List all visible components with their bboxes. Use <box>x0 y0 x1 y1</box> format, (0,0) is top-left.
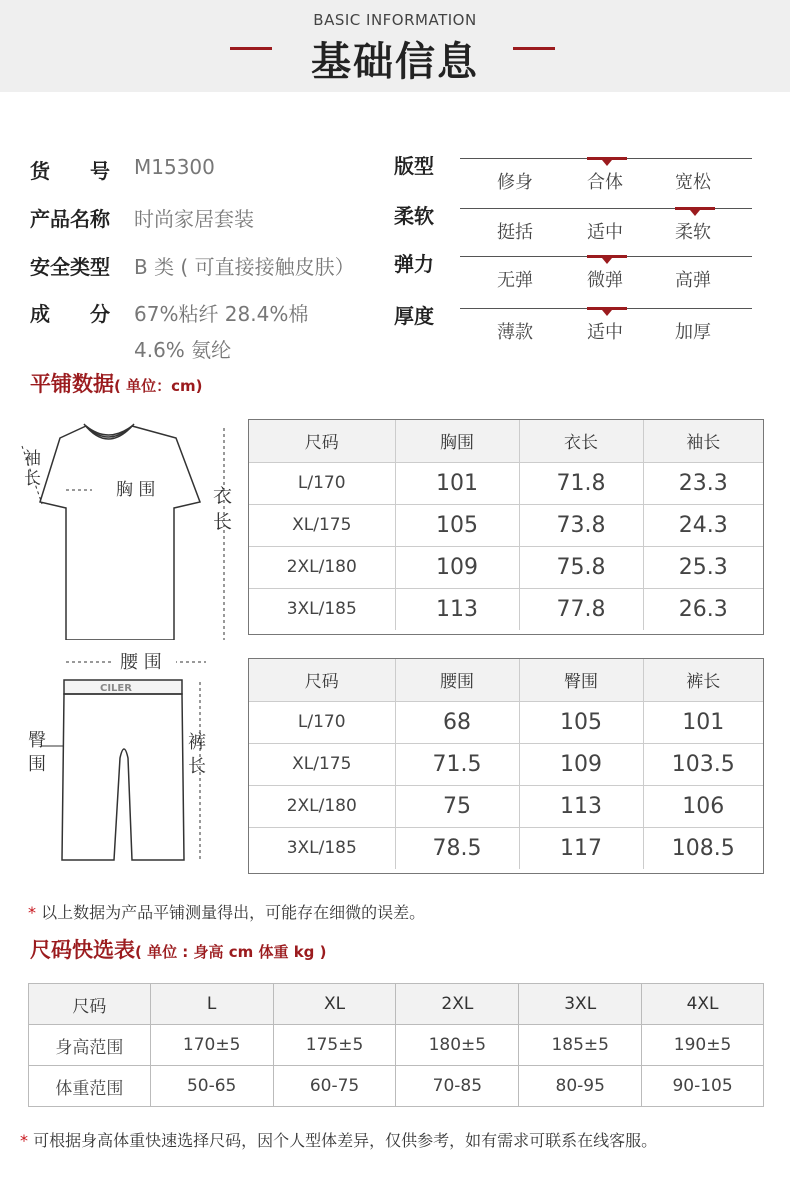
bottom-size-table-frame <box>248 658 764 874</box>
inseam-label-1: 裤 <box>188 732 206 753</box>
length-label-1: 衣 <box>213 485 233 507</box>
table-cell: 80-95 <box>519 1066 642 1107</box>
table-header-row <box>249 420 763 462</box>
table-cell: 103.5 <box>643 743 763 785</box>
scale-selected-pointer <box>690 210 700 216</box>
table-cell: 24.3 <box>643 504 763 546</box>
table-cell: L/170 <box>249 462 395 504</box>
table-cell: 90-105 <box>642 1066 764 1107</box>
table-cell: 108.5 <box>671 835 735 861</box>
inseam-label-2: 长 <box>188 756 206 777</box>
table-header-cell: 3XL <box>519 984 642 1025</box>
table-cell: L/170 <box>249 701 395 743</box>
sleeve-label-2: 长 <box>24 469 41 489</box>
flat-unit-text: ( 单位：cm) <box>114 377 203 395</box>
pants-outline <box>62 694 184 860</box>
table-header-cell: XL <box>273 984 396 1025</box>
top-size-table <box>249 420 763 630</box>
table-row <box>29 1025 764 1066</box>
table-cell: 2XL/180 <box>249 546 395 588</box>
pants-diagram <box>14 648 246 866</box>
info-value-2: 4.6% 氨纶 <box>134 338 232 362</box>
table-cell: 71.8 <box>519 462 643 504</box>
table-cell: 25.3 <box>643 546 763 588</box>
table-cell: 109 <box>519 743 643 785</box>
flat-title-text: 平铺数据 <box>30 372 114 396</box>
table-cell: 50-65 <box>150 1066 273 1107</box>
scale-option: 无弹 <box>497 270 533 291</box>
header-title: 基础信息 <box>311 39 479 85</box>
scale-option: 高弹 <box>675 270 711 291</box>
scale-selected-pointer <box>602 310 612 316</box>
info-key: 货 号 <box>30 159 110 183</box>
table-row <box>249 504 763 546</box>
table-cell: 190±5 <box>642 1025 764 1066</box>
table-cell: 78.5 <box>395 827 519 869</box>
table-cell: 60-75 <box>273 1066 396 1107</box>
table-cell: 23.3 <box>643 462 763 504</box>
quick-title-text: 尺码快选表 <box>30 938 135 962</box>
table-cell: 75.8 <box>519 546 643 588</box>
table-header-row <box>29 984 764 1025</box>
table-cell: 170±5 <box>150 1025 273 1066</box>
table-header-cell: 尺码 <box>249 659 395 701</box>
quick-size-title <box>30 934 327 964</box>
info-key: 产品名称 <box>30 207 110 231</box>
waist-label: 腰 围 <box>120 652 162 673</box>
table-header-cell: 尺码 <box>249 420 395 462</box>
table-header-cell: 臀围 <box>519 659 643 701</box>
brand-label: CILER <box>100 683 132 694</box>
table-row <box>29 1066 764 1107</box>
flat-data-note <box>28 900 425 923</box>
quick-size-table <box>28 983 764 1107</box>
quick-size-note <box>20 1128 657 1151</box>
table-row <box>249 588 763 630</box>
table-header-cell: 裤长 <box>643 659 763 701</box>
info-value: M15300 <box>134 155 215 179</box>
info-key: 成 分 <box>30 302 110 326</box>
info-value: 67%粘纤 28.4%棉 <box>134 302 309 326</box>
table-cell: 101 <box>643 701 763 743</box>
table-cell: 180±5 <box>396 1025 519 1066</box>
scale-label: 弹力 <box>394 252 434 276</box>
table-cell: 106 <box>643 785 763 827</box>
table-cell: 73.8 <box>519 504 643 546</box>
table-row <box>249 701 763 743</box>
scale-label: 柔软 <box>394 204 434 228</box>
table-cell: 26.3 <box>678 596 728 622</box>
section-header <box>0 0 790 92</box>
table-cell: 175±5 <box>273 1025 396 1066</box>
table-cell: 117 <box>519 827 643 869</box>
table-cell: 109 <box>395 546 519 588</box>
table-header-cell: L <box>150 984 273 1025</box>
scale-option: 微弹 <box>587 270 623 291</box>
scale-option: 柔软 <box>675 222 711 243</box>
header-right-rule <box>513 47 555 50</box>
scale-selected-pointer <box>602 258 612 264</box>
note-star: * <box>28 903 36 922</box>
table-cell: 113 <box>519 785 643 827</box>
table-cell: 3XL/185 <box>249 827 395 869</box>
shirt-diagram <box>14 418 246 640</box>
info-value: B 类 ( 可直接接触皮肤） <box>134 255 355 279</box>
table-header-cell: 衣长 <box>519 420 643 462</box>
table-row <box>249 827 763 869</box>
table-row <box>249 546 763 588</box>
table-cell: 71.5 <box>395 743 519 785</box>
shirt-outline <box>40 426 200 640</box>
table-cell: 185±5 <box>519 1025 642 1066</box>
hip-label-2: 围 <box>28 754 46 775</box>
table-cell: 3XL/185 <box>249 588 395 630</box>
scale-option: 合体 <box>587 172 623 193</box>
table-cell: 体重范围 <box>29 1066 151 1107</box>
table-cell: 105 <box>395 504 519 546</box>
table-cell: 105 <box>519 701 643 743</box>
chest-label: 胸 围 <box>116 480 156 500</box>
scale-selected-pointer <box>602 160 612 166</box>
note-star: * <box>20 1131 28 1150</box>
table-cell: 2XL/180 <box>249 785 395 827</box>
table-cell: 113 <box>395 588 519 630</box>
table-cell: 身高范围 <box>29 1025 151 1066</box>
table-header-cell: 胸围 <box>395 420 519 462</box>
info-key: 安全类型 <box>30 255 110 279</box>
table-header-cell: 腰围 <box>395 659 519 701</box>
table-cell: XL/175 <box>249 743 395 785</box>
scale-option: 适中 <box>587 222 623 243</box>
table-cell: 77.8 <box>519 588 643 630</box>
table-header-cell: 袖长 <box>643 420 763 462</box>
bottom-size-table <box>249 659 763 869</box>
table-header-cell: 2XL <box>396 984 519 1025</box>
table-cell: 70-85 <box>396 1066 519 1107</box>
note-text: 以上数据为产品平铺测量得出，可能存在细微的误差。 <box>36 903 426 922</box>
table-row <box>249 785 763 827</box>
note-text: 可根据身高体重快速选择尺码，因个人型体差异，仅供参考，如有需求可联系在线客服。 <box>28 1131 658 1150</box>
table-header-row <box>249 659 763 701</box>
table-header-cell: 尺码 <box>29 984 151 1025</box>
quick-unit-text: ( 单位 : 身高 cm 体重 kg ) <box>135 943 327 961</box>
table-cell: 75 <box>395 785 519 827</box>
scale-label: 版型 <box>394 154 434 178</box>
scale-option: 修身 <box>497 172 533 193</box>
scale-option: 宽松 <box>675 172 711 193</box>
scale-option: 挺括 <box>497 222 533 243</box>
hip-label-1: 臀 <box>28 730 46 751</box>
top-size-table-frame <box>248 419 764 635</box>
table-row <box>249 743 763 785</box>
length-label-2: 长 <box>213 511 233 533</box>
header-subtitle: BASIC INFORMATION <box>313 11 477 29</box>
table-row <box>249 462 763 504</box>
info-value: 时尚家居套装 <box>134 207 254 231</box>
flat-data-title <box>30 368 202 398</box>
table-header-cell: 4XL <box>642 984 764 1025</box>
table-cell: XL/175 <box>249 504 395 546</box>
table-cell: 68 <box>395 701 519 743</box>
scale-option: 加厚 <box>675 322 711 343</box>
sleeve-label-1: 袖 <box>24 449 41 469</box>
scale-option: 适中 <box>587 322 623 343</box>
table-cell: 101 <box>395 462 519 504</box>
scale-option: 薄款 <box>497 322 533 343</box>
scale-label: 厚度 <box>394 304 434 328</box>
